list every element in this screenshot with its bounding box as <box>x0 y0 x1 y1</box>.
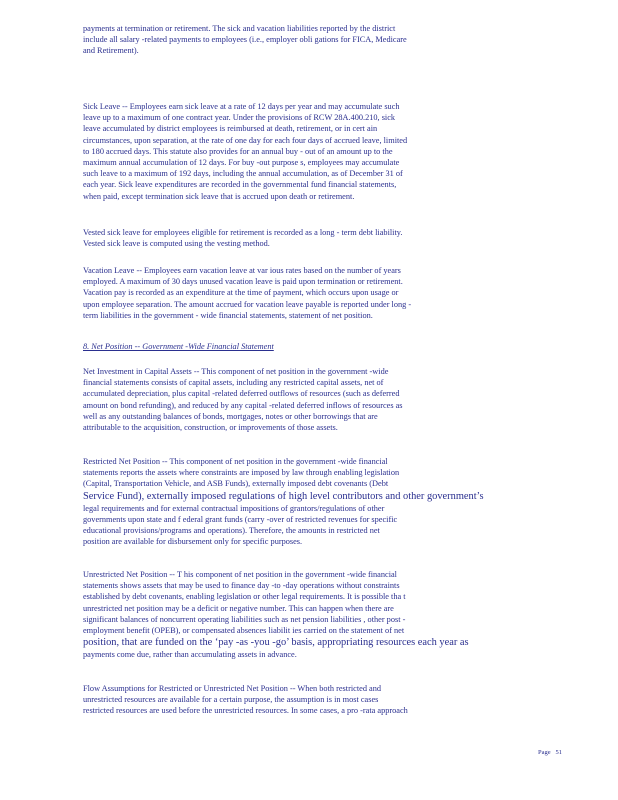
text-line: governments upon state and f ederal grant funds (carry -over of restricted revenues for specific <box>83 514 398 524</box>
text-line-large: position, that are funded on the ‘pay -as -you -go’ basis, appropriating resources each year as <box>83 637 469 649</box>
text-line: position are available for disbursement only for specific purposes. <box>83 537 303 547</box>
text-line: each year. Sick leave expenditures are recorded in the governmental fund financial statements, <box>83 180 397 190</box>
text-line: maximum annual accumulation of 12 days. For buy -out purpose s, employees may accumulate <box>83 158 400 168</box>
text-line: Restricted Net Position -- This component of net position in the government -wide financial <box>83 457 388 466</box>
text-line: restricted resources are used before the unrestricted resources. In some cases, a pro -rata approach <box>83 706 408 716</box>
section-heading: 8. Net Position -- Government -Wide Financial Statement <box>83 342 274 351</box>
text-line: significant balances of noncurrent operating liabilities such as net pension liabilities , other post - <box>83 614 406 624</box>
text-line: amount on bond refunding), and reduced by any capital -related deferred inflows of resources as <box>83 400 403 410</box>
text-line: unrestricted net position may be a deficit or negative number. This can happen when there are <box>83 603 394 613</box>
text-line: financial statements consists of capital assets, including any restricted capital assets, net of <box>83 378 384 388</box>
text-line: legal requirements and for external contractual impositions of grantors/regulations of other <box>83 503 385 513</box>
text-line: (Capital, Transportation Vehicle, and ASB Funds), externally imposed debt covenants (Debt <box>83 479 389 489</box>
paragraph-vested <box>83 227 553 249</box>
text-line: leave up to a maximum of one contract year. Under the provisions of RCW 28A.400.210, sick <box>83 113 396 123</box>
text-line: such leave to a maximum of 192 days, including the annual accumulation, as of December 31 of <box>83 169 403 179</box>
text-line: employment benefit (OPEB), or compensated absences liabilit ies carried on the statement of net <box>83 626 405 636</box>
text-line: upon employee separation. The amount accrued for vacation leave payable is reported under long - <box>83 299 412 309</box>
text-line: Vacation Leave -- Employees earn vacation leave at var ious rates based on the number of years <box>83 266 401 275</box>
text-line: well as any outstanding balances of bonds, mortgages, notes or other borrowings that are <box>83 411 378 421</box>
text-line: Sick Leave -- Employees earn sick leave at a rate of 12 days per year and may accumulate such <box>83 102 400 111</box>
paragraph-vacation-leave <box>83 265 553 321</box>
text-line: Unrestricted Net Position -- T his component of net position in the government -wide financial <box>83 570 397 579</box>
page-footer <box>538 749 562 756</box>
text-line: Net Investment in Capital Assets -- This component of net position in the government -wide <box>83 367 389 376</box>
text-line: payments come due, rather than accumulating assets in advance. <box>83 650 297 660</box>
text-line: Vacation pay is recorded as an expenditure at the time of payment, which occurs upon usage or <box>83 288 399 298</box>
text-line: leave accumulated by district employees is reimbursed at death, retirement, or in cert ain <box>83 124 378 134</box>
text-line: to 180 accrued days. This statute also provides for an annual buy - out of an amount up to the <box>83 146 393 156</box>
text-line: Vested sick leave is computed using the vesting method. <box>83 239 270 249</box>
text-line: circumstances, upon separation, at the rate of one day for each four days of accrued leave, limited <box>83 135 408 145</box>
text-line: accumulated depreciation, plus capital -related deferred outflows of resources (such as deferred <box>83 389 400 399</box>
text-line: employed. A maximum of 30 days unused vacation leave is paid upon termination or retirement. <box>83 277 403 287</box>
text-line: established by debt covenants, enabling legislation or other legal requirements. It is possible tha t <box>83 592 406 602</box>
paragraph-sick-leave <box>83 101 553 202</box>
paragraph-intro <box>83 23 553 57</box>
paragraph-restricted-net-position <box>83 456 553 547</box>
page-number: 51 <box>555 749 562 756</box>
text-line: statements reports the assets where constraints are imposed by law through enabling legislation <box>83 468 400 478</box>
text-line: when paid, except termination sick leave that is accrued upon death or retirement. <box>83 191 355 201</box>
section-heading-net-position <box>83 341 553 355</box>
text-line: educational provisions/programs and operations). Therefore, the amounts in restricted net <box>83 526 380 536</box>
text-line: unrestricted resources are available for a certain purpose, the assumption is in most cases <box>83 695 379 705</box>
text-line: attributable to the acquisition, construction, or improvements of those assets. <box>83 423 338 433</box>
paragraph-flow-assumptions <box>83 683 553 717</box>
text-line: Vested sick leave for employees eligible for retirement is recorded as a long - term debt liability. <box>83 228 403 237</box>
text-line-large: Service Fund), externally imposed regulations of high level contributors and other government’s <box>83 490 484 502</box>
paragraph-unrestricted-net-position <box>83 569 553 660</box>
page-label: Page <box>537 749 551 756</box>
paragraph-net-investment <box>83 366 553 433</box>
text-line: statements shows assets that may be used to finance day -to -day operations without constraints <box>83 581 400 591</box>
text-line: term liabilities in the government - wide financial statements, statement of net position. <box>83 310 373 320</box>
text-line: include all salary -related payments to employees (i.e., employer obli gations for FICA, Medicare <box>83 35 407 45</box>
text-line: and Retirement). <box>83 46 139 56</box>
text-line: payments at termination or retirement. The sick and vacation liabilities reported by the district <box>83 24 396 33</box>
text-line: Flow Assumptions for Restricted or Unrestricted Net Position -- When both restricted and <box>83 684 382 693</box>
